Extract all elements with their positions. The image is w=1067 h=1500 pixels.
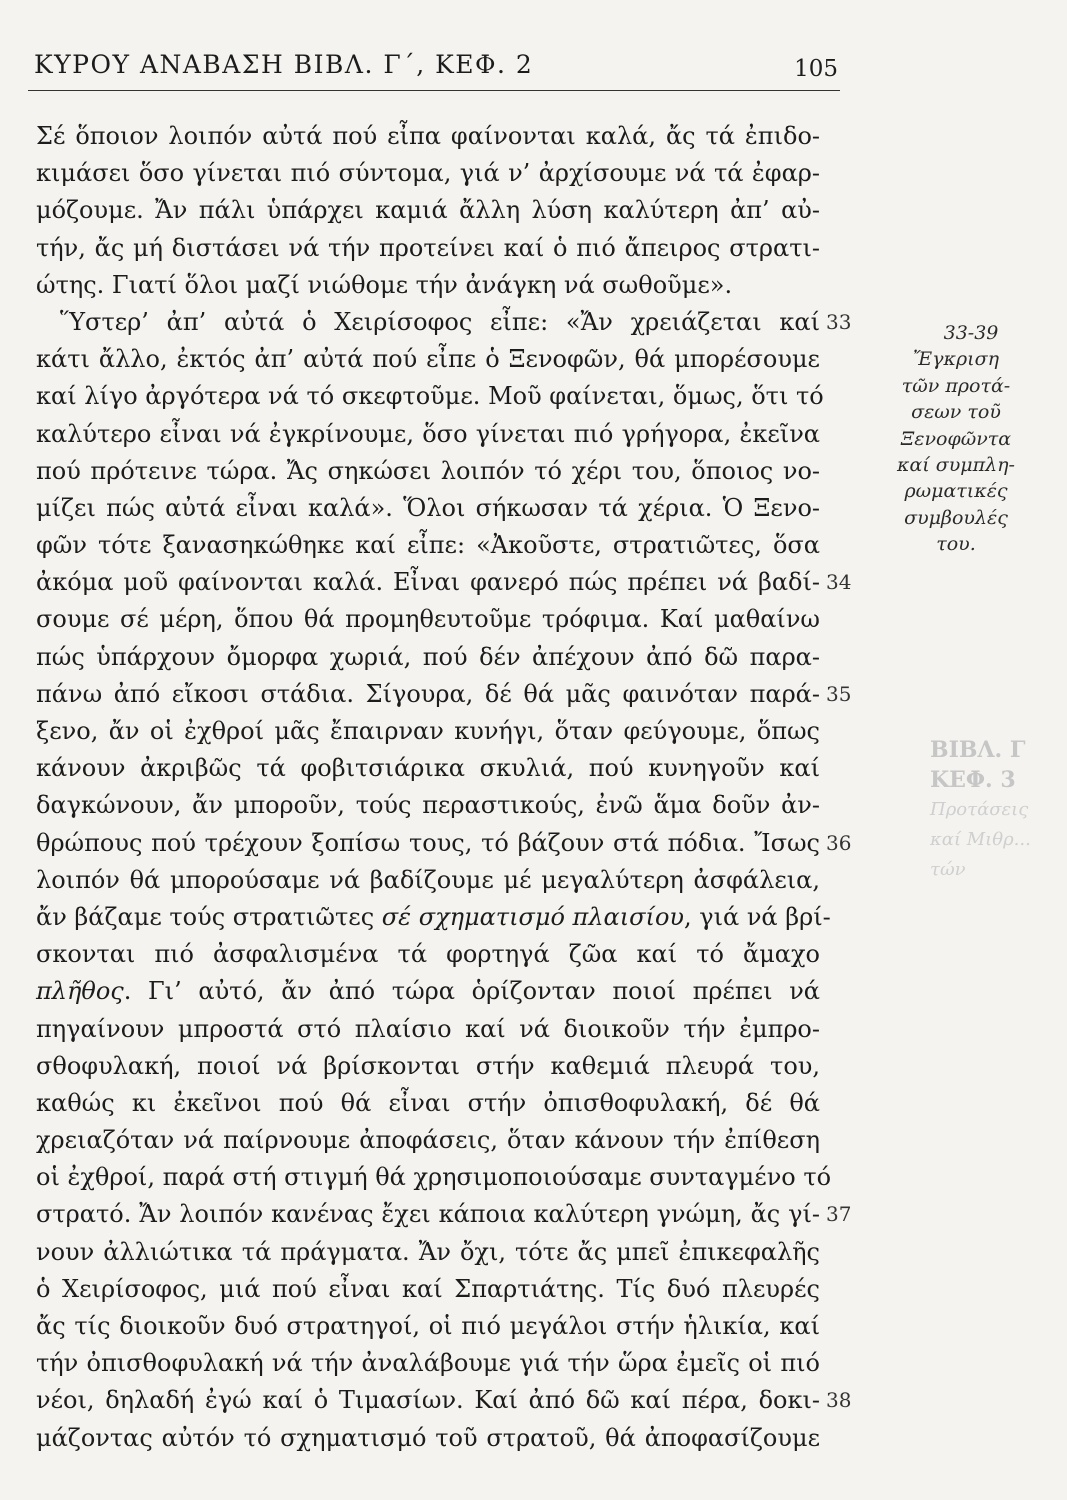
margin-note-line: συμβουλές — [904, 506, 1008, 529]
margin-note-line: του. — [936, 533, 976, 556]
margin-note-line: τῶν προτά- — [901, 374, 1011, 397]
line-text: πώς ὑπάρχουν ὄμορφα χωριά, πού δέν ἀπέχουν ἀπό δῶ παρα- — [36, 642, 820, 671]
line-text: καί λίγο ἀργότερα νά τό σκεφτοῦμε. Μοῦ φαίνεται, ὅμως, ὅτι τό — [36, 382, 824, 411]
italic-phrase: σέ σχηματισμό πλαισίου — [381, 902, 684, 931]
text-line — [36, 1271, 820, 1308]
text-line — [36, 527, 820, 564]
line-text: στρατό. Ἄν λοιπόν κανένας ἔχει κάποια καλύτερη γνώμη, ἄς γί- — [36, 1200, 820, 1229]
text-line — [36, 1345, 820, 1382]
line-text: ξενο, ἄν οἱ ἐχθροί μᾶς ἔπαιρναν κυνήγι, ὅταν φεύγουμε, ὅπως — [36, 717, 820, 745]
text-line — [36, 713, 820, 750]
line-text: πού πρότεινε τώρα. Ἄς σηκώσει λοιπόν τό χέρι του, ὅποιος νο- — [36, 456, 820, 485]
line-text: νουν ἀλλιώτικα τά πράγματα. Ἄν ὄχι, τότε ἄς μπεῖ ἐπικεφαλῆς — [36, 1237, 820, 1266]
text-line — [36, 1122, 820, 1159]
line-text: καθώς κι ἐκεῖνοι πού θά εἶναι στήν ὀπισθοφυλακή, δέ θά — [36, 1088, 820, 1117]
line-text: πηγαίνουν μπροστά στό πλαίσιο καί νά διοικοῦν τήν ἐμπρο- — [36, 1014, 820, 1043]
text-line — [36, 453, 820, 490]
line-text: τήν ὀπισθοφυλακή νά τήν ἀναλάβουμε γιά τήν ὥρα ἐμεῖς οἱ πιό — [36, 1349, 820, 1378]
body-text — [36, 118, 852, 1457]
section-number: 37 — [826, 1202, 852, 1227]
line-text: Σέ ὅποιον λοιπόν αὐτά πού εἶπα φαίνονται καλά, ἄς τά ἐπιδο- — [36, 122, 820, 150]
text-line — [36, 1159, 832, 1196]
text-line — [36, 118, 820, 155]
text-line — [36, 601, 820, 638]
page-number: 105 — [794, 56, 838, 82]
text-line — [36, 267, 820, 304]
text-line — [36, 1420, 820, 1457]
margin-note-range: 33-39 — [943, 322, 999, 344]
margin-note-line: καί συμπλη- — [897, 454, 1015, 477]
text-line — [36, 192, 820, 229]
margin-note-line: Ξενοφῶντα — [900, 427, 1012, 450]
text-line — [36, 825, 852, 862]
text-line — [36, 341, 820, 378]
margin-note — [876, 320, 1036, 558]
line-text-after: . Γι’ αὐτό, ἄν ἀπό τώρα ὁρίζονταν ποιοί πρέπει νά — [123, 977, 820, 1006]
text-line — [36, 564, 852, 601]
page-header — [28, 44, 840, 91]
text-line — [36, 639, 820, 676]
line-text: Ὕστερ’ ἀπ’ αὐτά ὁ Χειρίσοφος εἶπε: «Ἄν χρειάζεται καί — [60, 307, 820, 336]
margin-note-line: ρωματικές — [904, 480, 1008, 503]
line-text: σκονται πιό ἀσφαλισμένα τά φορτηγά ζῶα καί τό ἄμαχο — [36, 940, 820, 969]
line-text: καλύτερο εἶναι νά ἐγκρίνουμε, ὅσο γίνεται πιό γρήγορα, ἐκεῖνα — [36, 419, 820, 448]
section-number: 38 — [826, 1388, 852, 1413]
bleed-through-line: ΒΙΒΛ. Γ — [930, 737, 1026, 763]
margin-note-line: σεων τοῦ — [911, 401, 1001, 424]
line-text: ὁ Χειρίσοφος, μιά πού εἶναι καί Σπαρτιάτης. Τίς δυό πλευρές — [36, 1274, 820, 1303]
text-line — [36, 155, 820, 192]
text-line — [36, 936, 820, 973]
text-line — [36, 750, 820, 787]
italic-phrase: πλῆθος — [36, 977, 124, 1006]
text-line — [36, 1011, 820, 1048]
text-line — [36, 973, 820, 1010]
line-text: θρώπους πού τρέχουν ξοπίσω τους, τό βάζουν στά πόδια. Ἴσως — [36, 828, 820, 857]
line-text: κιμάσει ὅσο γίνεται πιό σύντομα, γιά ν’ ἀρχίσουμε νά τά ἐφαρ- — [36, 159, 820, 188]
section-number: 33 — [826, 309, 852, 334]
line-text: μάζοντας αὐτόν τό σχηματισμό τοῦ στρατοῦ, θά ἀποφασίζουμε — [36, 1423, 820, 1452]
line-text: ἀκόμα μοῦ φαίνονται καλά. Εἶναι φανερό πώς πρέπει νά βαδί- — [36, 568, 820, 597]
line-text: μίζει πώς αὐτά εἶναι καλά». Ὅλοι σήκωσαν τά χέρια. Ὁ Ξενο- — [36, 493, 820, 522]
text-line — [36, 1196, 852, 1233]
text-line — [36, 1308, 820, 1345]
running-head: ΚΥΡΟΥ ΑΝΑΒΑΣΗ ΒΙΒΛ. Γ΄, ΚΕΦ. 2 — [34, 50, 534, 79]
text-line — [36, 1234, 820, 1271]
bleed-through-line: καί Μιθρ... — [930, 829, 1031, 850]
line-text: λοιπόν θά μπορούσαμε νά βαδίζουμε μέ μεγαλύτερη ἀσφάλεια, — [36, 865, 820, 894]
line-text: ώτης. Γιατί ὅλοι μαζί νιώθομε τήν ἀνάγκη νά σωθοῦμε». — [36, 270, 733, 299]
text-line — [36, 862, 820, 899]
line-text: ἄς τίς διοικοῦν δυό στρατηγοί, οἱ πιό μεγάλοι στήν ἡλικία, καί — [36, 1312, 820, 1340]
line-text: κάτι ἄλλο, ἐκτός ἀπ’ αὐτά πού εἶπε ὁ Ξενοφῶν, θά μπορέσουμε — [36, 345, 820, 374]
line-text: φῶν τότε ξανασηκώθηκε καί εἶπε: «Ἀκοῦστε, στρατιῶτες, ὅσα — [36, 531, 820, 560]
bleed-through-text — [930, 735, 1050, 885]
bleed-through-line: ΚΕΦ. 3 — [930, 767, 1016, 793]
text-line — [36, 676, 852, 713]
line-text: οἱ ἐχθροί, παρά στή στιγμή θά χρησιμοποιούσαμε συνταγμένο τό — [36, 1163, 832, 1192]
text-line — [36, 416, 820, 453]
line-text: κάνουν ἀκριβῶς τά φοβιτσιάρικα σκυλιά, πού κυνηγοῦν καί — [36, 754, 820, 783]
text-line — [36, 230, 820, 267]
line-text: τήν, ἄς μή διστάσει νά τήν προτείνει καί ὁ πιό ἄπειρος στρατι- — [36, 233, 820, 262]
bleed-through-line: τών — [930, 859, 966, 880]
line-text: ἄν βάζαμε τούς στρατιῶτες — [36, 902, 382, 931]
line-text: σθοφυλακή, ποιοί νά βρίσκονται στήν καθεμιά πλευρά του, — [36, 1051, 820, 1080]
line-text: πάνω ἀπό εἴκοσι στάδια. Σίγουρα, δέ θά μᾶς φαινόταν παρά- — [36, 679, 820, 708]
line-text: νέοι, δηλαδή ἐγώ καί ὁ Τιμασίων. Καί ἀπό δῶ καί πέρα, δοκι- — [36, 1386, 820, 1415]
margin-note-line: Ἔγκριση — [913, 348, 999, 371]
text-line — [36, 378, 824, 415]
text-line — [36, 304, 852, 341]
section-number: 36 — [826, 830, 852, 855]
section-number: 34 — [826, 570, 852, 595]
line-text-after: , γιά νά βρί- — [683, 902, 831, 931]
text-line — [36, 1382, 852, 1419]
text-line — [36, 899, 831, 936]
line-text: σουμε σέ μέρη, ὅπου θά προμηθευτοῦμε τρόφιμα. Καί μαθαίνω — [36, 605, 820, 634]
text-line — [36, 787, 820, 824]
line-text: δαγκώνουν, ἄν μποροῦν, τούς περαστικούς, ἐνῶ ἅμα δοῦν ἀν- — [36, 791, 820, 820]
text-line — [36, 1085, 820, 1122]
line-text: χρειαζόταν νά παίρνουμε ἀποφάσεις, ὅταν κάνουν τήν ἐπίθεση — [36, 1126, 820, 1155]
text-line — [36, 1048, 820, 1085]
bleed-through-line: Προτάσεις — [930, 799, 1029, 820]
text-line — [36, 490, 820, 527]
section-number: 35 — [826, 681, 852, 706]
line-text: μόζουμε. Ἄν πάλι ὑπάρχει καμιά ἄλλη λύση καλύτερη ἀπ’ αὐ- — [36, 196, 820, 225]
